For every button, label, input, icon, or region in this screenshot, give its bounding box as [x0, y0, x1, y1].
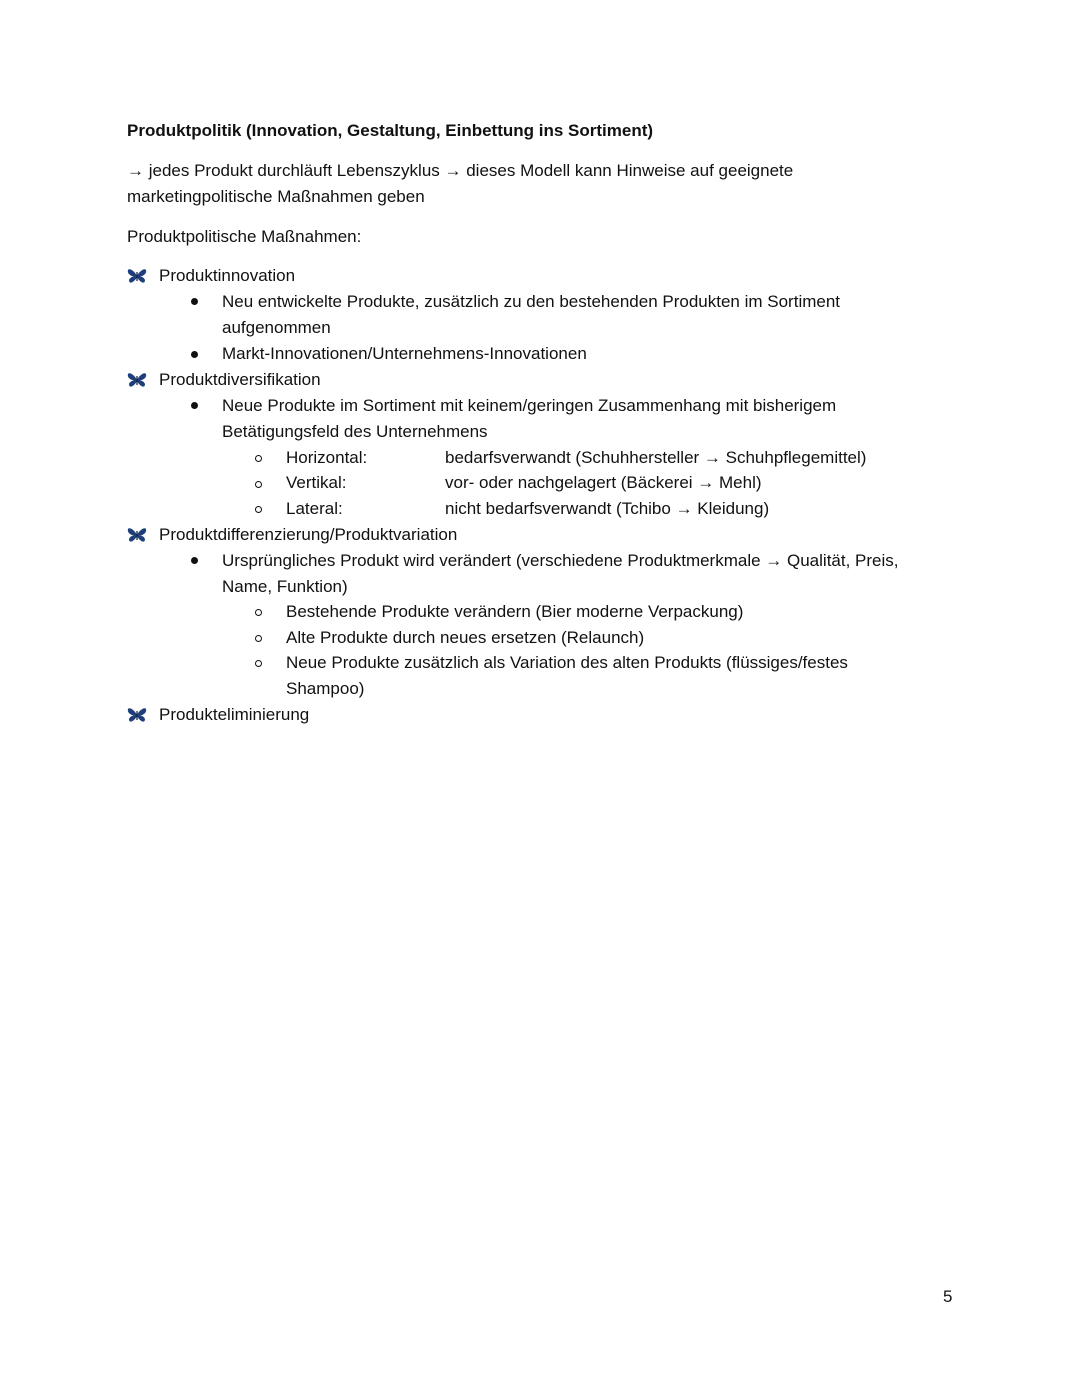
- butterfly-icon: [127, 707, 147, 723]
- intro-line-2: marketingpolitische Maßnahmen geben: [127, 187, 425, 206]
- subitem-text: Neue Produkte zusätzlich als Variation des alten Produkts (flüssiges/festes: [286, 653, 848, 672]
- bullet-icon: [191, 298, 198, 305]
- bullet-text: Ursprüngliches Produkt wird verändert (verschiedene Produktmerkmale → Qualität, Preis,: [222, 551, 899, 570]
- circle-bullet-icon: [255, 481, 262, 488]
- page-number: 5: [943, 1287, 953, 1306]
- circle-bullet-icon: [255, 506, 262, 513]
- subitem-term: Lateral:: [286, 499, 343, 518]
- circle-bullet-icon: [255, 635, 262, 642]
- subitem-desc: nicht bedarfsverwandt (Tchibo → Kleidung): [445, 499, 770, 518]
- butterfly-icon: [127, 268, 147, 284]
- section-label-produkteliminierung: Produkteliminierung: [159, 705, 310, 724]
- circle-bullet-icon: [255, 660, 262, 667]
- intro-line-1: → jedes Produkt durchläuft Lebenszyklus → dieses Modell kann Hinweise auf geeignete: [127, 161, 794, 180]
- bullet-text-cont: Betätigungsfeld des Unternehmens: [222, 422, 488, 441]
- butterfly-icon: [127, 372, 147, 388]
- subitem-term: Horizontal:: [286, 448, 368, 467]
- subitem-text: Alte Produkte durch neues ersetzen (Relaunch): [286, 628, 645, 647]
- subitem-desc: bedarfsverwandt (Schuhhersteller → Schuhpflegemittel): [445, 448, 867, 467]
- subitem-text: Bestehende Produkte verändern (Bier moderne Verpackung): [286, 602, 744, 621]
- bullet-text: Neu entwickelte Produkte, zusätzlich zu den bestehenden Produkten im Sortiment: [222, 292, 841, 311]
- bullet-icon: [191, 557, 198, 564]
- butterfly-icon: [127, 527, 147, 543]
- section-label-produktdiversifikation: Produktdiversifikation: [159, 370, 321, 389]
- subitem-term: Vertikal:: [286, 473, 347, 492]
- circle-bullet-icon: [255, 455, 262, 462]
- subitem-text-cont: Shampoo): [286, 679, 365, 698]
- subitem-desc: vor- oder nachgelagert (Bäckerei → Mehl): [445, 473, 762, 492]
- bullet-text: Markt-Innovationen/Unternehmens-Innovationen: [222, 344, 587, 363]
- bullet-icon: [191, 351, 198, 358]
- bullet-text-cont: Name, Funktion): [222, 577, 348, 596]
- section-label-produktdifferenzierung: Produktdifferenzierung/Produktvariation: [159, 525, 458, 544]
- bullet-text: Neue Produkte im Sortiment mit keinem/geringen Zusammenhang mit bisherigem: [222, 396, 837, 415]
- document-title: Produktpolitik (Innovation, Gestaltung, Einbettung ins Sortiment): [127, 121, 654, 140]
- bullet-icon: [191, 402, 198, 409]
- measures-heading: Produktpolitische Maßnahmen:: [127, 227, 362, 246]
- section-label-produktinnovation: Produktinnovation: [159, 266, 296, 285]
- bullet-text-cont: aufgenommen: [222, 318, 331, 337]
- circle-bullet-icon: [255, 609, 262, 616]
